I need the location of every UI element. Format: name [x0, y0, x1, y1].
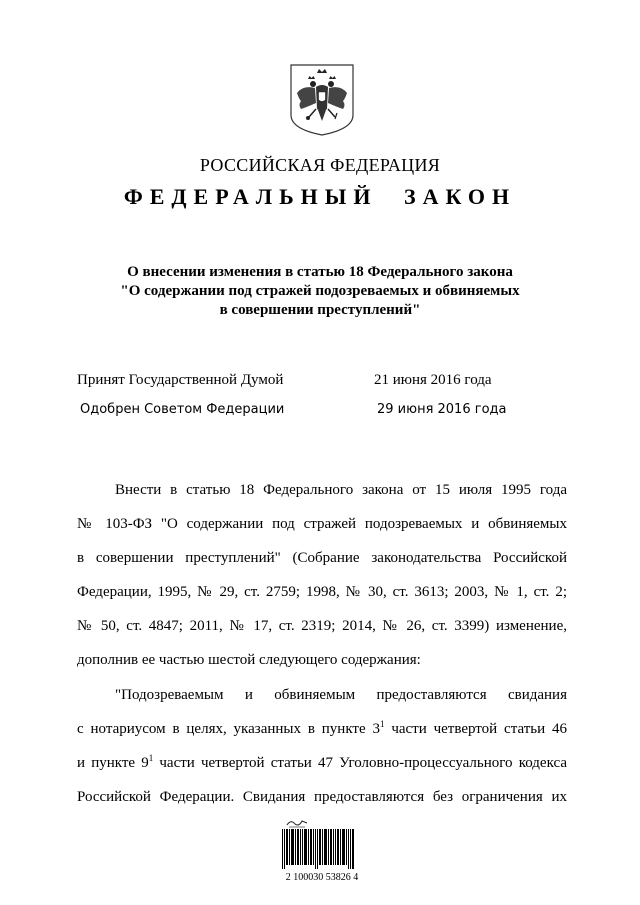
- paragraph-line: Российской Федерации. Свидания предоставляются без ограничения их: [77, 789, 567, 805]
- duma-adoption-label: Принят Государственной Думой: [77, 372, 284, 388]
- superscript: 1: [379, 719, 385, 729]
- superscript: 1: [148, 753, 154, 763]
- barcode-number: 2 100030 53826 4: [285, 872, 359, 883]
- paragraph-line: № 50, ст. 4847; 2011, № 17, ст. 2319; 2014, № 26, ст. 3399) изменение,: [77, 618, 567, 634]
- paragraph-line: [77, 715, 567, 749]
- law-title: [0, 263, 640, 320]
- body-paragraph-new-part: [77, 681, 567, 817]
- paragraph-line: в совершении преступлений" (Собрание законодательства Российской: [77, 550, 567, 566]
- council-approval-label: Одобрен Советом Федерации: [80, 402, 285, 417]
- document-type: ФЕДЕРАЛЬНЫЙ ЗАКОН: [123, 184, 517, 209]
- duma-adoption-date: 21 июня 2016 года: [374, 372, 492, 388]
- paragraph-line: [77, 749, 567, 783]
- document-barcode: [272, 818, 372, 888]
- paragraph-line: "Подозреваемым и обвиняемым предоставляются свидания: [115, 687, 567, 703]
- law-title-line: "О содержании под стражей подозреваемых и обвиняемых: [120, 283, 520, 299]
- law-title-line: О внесении изменения в статью 18 Федерального закона: [127, 264, 513, 280]
- council-approval-date: 29 июня 2016 года: [377, 402, 507, 417]
- text-run: части четвертой статьи 46: [384, 721, 567, 737]
- barcode-icon: [282, 829, 354, 869]
- country-name: РОССИЙСКАЯ ФЕДЕРАЦИЯ: [199, 155, 441, 175]
- law-title-line: в совершении преступлений": [219, 302, 421, 318]
- state-emblem: [289, 63, 355, 137]
- paragraph-line: Внести в статью 18 Федерального закона от 15 июля 1995 года: [115, 482, 567, 498]
- paragraph-line: Федерации, 1995, № 29, ст. 2759; 1998, № 30, ст. 3613; 2003, № 1, ст. 2;: [77, 584, 567, 600]
- registration-stamp-icon: [286, 818, 308, 828]
- paragraph-line: дополнив ее частью шестой следующего содержания:: [77, 652, 421, 668]
- double-headed-eagle-icon: [289, 63, 355, 137]
- body-paragraph-amendment: [77, 476, 567, 680]
- text-run: и пункте 9: [77, 755, 149, 771]
- paragraph-line: № 103-ФЗ "О содержании под стражей подозреваемых и обвиняемых: [77, 516, 567, 532]
- text-run: с нотариусом в целях, указанных в пункте 3: [77, 721, 380, 737]
- text-run: части четвертой статьи 47 Уголовно-процессуального кодекса: [153, 755, 568, 771]
